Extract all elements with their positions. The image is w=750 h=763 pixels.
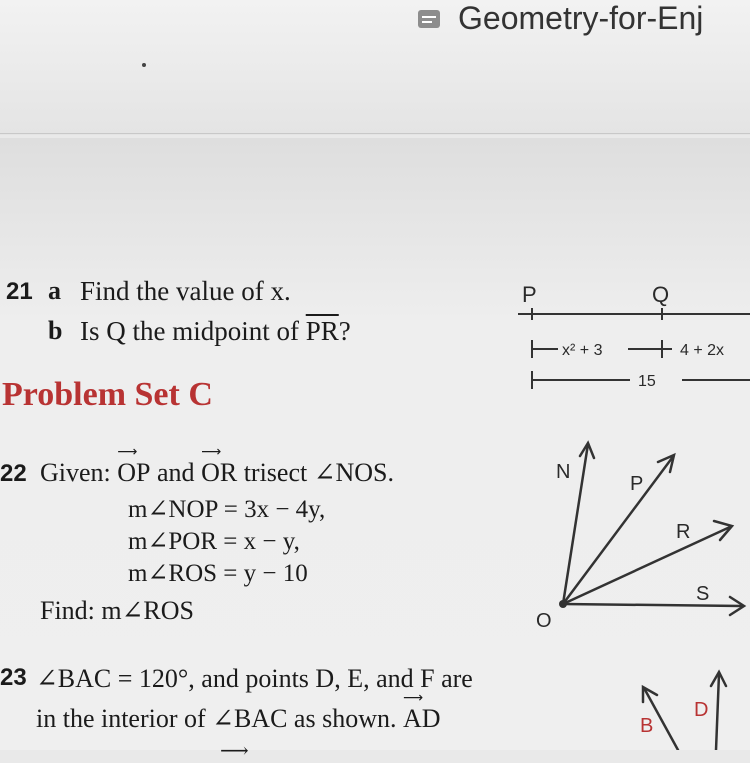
label-b: B xyxy=(640,715,654,737)
ray-os-line xyxy=(563,604,742,606)
label-n: N xyxy=(556,461,571,483)
label-d: D xyxy=(694,699,709,721)
problem-22-given: Given: ⟶ OP and ⟶ OR trisect ∠NOS. xyxy=(40,444,395,487)
part-b-question: Is Q the midpoint of $\overline{PR}$? xyxy=(80,316,351,346)
ray-arrow-fragment: ⟶ xyxy=(220,740,249,762)
total-length-label: 15 xyxy=(638,373,656,390)
point-q-label: Q xyxy=(652,282,670,307)
point-p-label: P xyxy=(522,282,537,307)
find-statement: Find: m∠ROS xyxy=(40,596,194,625)
label-p: P xyxy=(630,473,644,495)
tab-title[interactable]: Geometry-for-Enj xyxy=(458,0,704,36)
segment-qr-expression: 4 + 2x xyxy=(680,342,725,359)
segment-pq-expression: x² + 3 xyxy=(562,342,603,359)
ray-op-line xyxy=(563,458,672,604)
ray-ad-line xyxy=(716,674,719,750)
problem-23-line2: in the interior of ∠BAC as shown. ⟶ AD xyxy=(36,690,441,733)
figure-23-partial xyxy=(643,672,726,750)
problem-21-number: 21 xyxy=(6,278,33,305)
problem-set-heading: Problem Set C xyxy=(2,376,213,413)
equation-ros: m∠ROS = y − 10 xyxy=(128,560,308,587)
ray-or: ⟶ OR xyxy=(201,444,238,487)
vertex-o xyxy=(559,600,567,608)
equation-por: m∠POR = x − y, xyxy=(128,528,300,555)
part-b-label: b xyxy=(48,316,63,345)
problem-22-number: 22 xyxy=(0,460,27,487)
part-a-text: Find the value of x. xyxy=(80,276,291,306)
equation-nop: m∠NOP = 3x − 4y, xyxy=(128,496,326,523)
problem-23-number: 23 xyxy=(0,664,27,691)
ray-op: ⟶ OP xyxy=(117,444,151,487)
segment-pr: $\overline{PR}$ xyxy=(305,316,339,346)
part-a-label: a xyxy=(48,276,61,305)
problem-23-line1: ∠BAC = 120°, and points D, E, and F are xyxy=(36,664,473,693)
figure-22-angles xyxy=(563,443,744,615)
ray-ad: ⟶ AD xyxy=(402,690,441,733)
label-r: R xyxy=(676,521,691,543)
label-o: O xyxy=(536,610,552,632)
label-s: S xyxy=(696,583,710,605)
